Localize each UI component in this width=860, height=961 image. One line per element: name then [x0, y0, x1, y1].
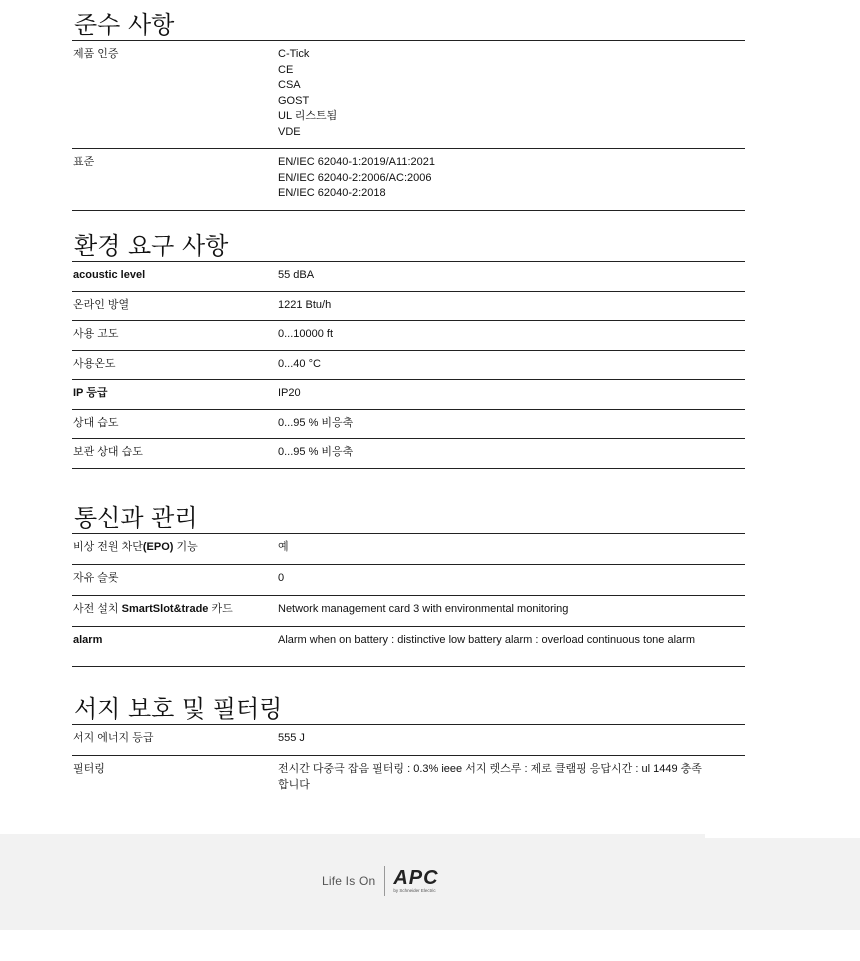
spec-value: C-Tick	[278, 48, 310, 60]
spec-value: EN/IEC 62040-2:2006/AC:2006	[278, 171, 432, 184]
spec-row	[72, 565, 745, 596]
label-text: 자유 슬롯	[73, 572, 119, 584]
spec-label: acoustic level	[73, 269, 146, 281]
spec-value: VDE	[278, 125, 301, 138]
label-text: 기능	[173, 541, 198, 553]
spec-value: GOST	[278, 94, 310, 107]
communication-section	[72, 503, 745, 667]
spec-value-list	[278, 155, 745, 202]
compliance-title: 준수 사항	[72, 10, 745, 41]
spec-value: EN/IEC 62040-1:2019/A11:2021	[278, 156, 435, 168]
spec-label: 온라인 방열	[73, 298, 130, 311]
brand-logo	[322, 866, 439, 896]
spec-row	[72, 410, 745, 440]
spec-label	[72, 571, 278, 595]
spec-row	[72, 439, 745, 469]
spec-value: IP20	[278, 387, 301, 399]
spec-row	[72, 351, 745, 381]
spec-row	[72, 725, 745, 756]
surge-section	[72, 694, 745, 793]
communication-title: 통신과 관리	[72, 503, 745, 534]
spec-row	[72, 321, 745, 351]
tagline: Life Is On	[322, 874, 376, 888]
footer-notch	[705, 834, 860, 838]
spec-label: 사용 고도	[73, 328, 119, 340]
spec-row	[72, 596, 745, 627]
spec-row	[72, 262, 745, 292]
label-bold: SmartSlot&trade	[121, 603, 209, 615]
spec-value: CSA	[278, 79, 301, 91]
label-bold: alarm	[73, 634, 103, 646]
spec-value: 0	[278, 572, 285, 584]
spec-row	[72, 292, 745, 322]
spec-value-list	[278, 47, 745, 140]
label-text: 비상 전원 차단	[73, 541, 143, 553]
spec-value: 1221 Btu/h	[278, 298, 332, 311]
spec-value: Alarm when on battery : distinctive low battery alarm : overload continuous tone alarm	[278, 634, 695, 646]
spec-value: 전시간 다중극 잡음 필터링 : 0.3% ieee 서지 렛스루 : 제로 클램핑 응답시간 : ul 1449 충족합니다	[278, 763, 702, 791]
apc-logo-text: APC	[393, 866, 439, 889]
spec-value: 55 dBA	[278, 269, 315, 281]
label-text: 사전 설치	[73, 603, 122, 615]
spec-value: 555 J	[278, 732, 305, 744]
spec-label: 표준	[73, 156, 95, 168]
brand-divider	[384, 866, 385, 896]
apc-logo-subtext: by Schneider Electric	[393, 887, 436, 893]
spec-row-certifications	[72, 41, 745, 149]
spec-value: 0...95 % 비응축	[278, 446, 354, 458]
apc-logo	[393, 866, 439, 894]
spec-label: 서지 에너지 등급	[73, 732, 154, 744]
spec-value: 0...40 °C	[278, 357, 321, 370]
spec-row	[72, 756, 745, 793]
spec-label: 상대 습도	[73, 416, 119, 429]
spec-label: 필터링	[73, 763, 105, 775]
spec-value: UL 리스트됨	[278, 110, 338, 122]
spec-row	[72, 534, 745, 565]
spec-label	[72, 633, 278, 666]
compliance-section	[72, 10, 745, 211]
spec-label: 제품 인증	[73, 48, 119, 60]
spec-value: EN/IEC 62040-2:2018	[278, 187, 386, 199]
spec-label	[72, 602, 278, 626]
spec-value: 0...95 % 비응축	[278, 416, 354, 429]
spec-row	[72, 627, 745, 667]
spec-value: CE	[278, 63, 294, 76]
spec-label: IP 등급	[73, 387, 108, 399]
spec-label: 보관 상대 습도	[73, 446, 143, 458]
label-text: 카드	[208, 603, 233, 615]
footer	[0, 834, 860, 930]
spec-value: 예	[278, 541, 289, 553]
surge-title: 서지 보호 및 필터링	[72, 694, 745, 725]
spec-value: Network management card 3 with environmental monitoring	[278, 603, 569, 615]
spec-row	[72, 380, 745, 410]
spec-value: 0...10000 ft	[278, 328, 334, 340]
spec-label: 사용온도	[73, 357, 116, 370]
environment-title: 환경 요구 사항	[72, 231, 745, 262]
spec-label	[72, 540, 278, 564]
label-bold: (EPO)	[142, 541, 174, 553]
spec-row-standards	[72, 149, 745, 211]
environment-section	[72, 231, 745, 469]
